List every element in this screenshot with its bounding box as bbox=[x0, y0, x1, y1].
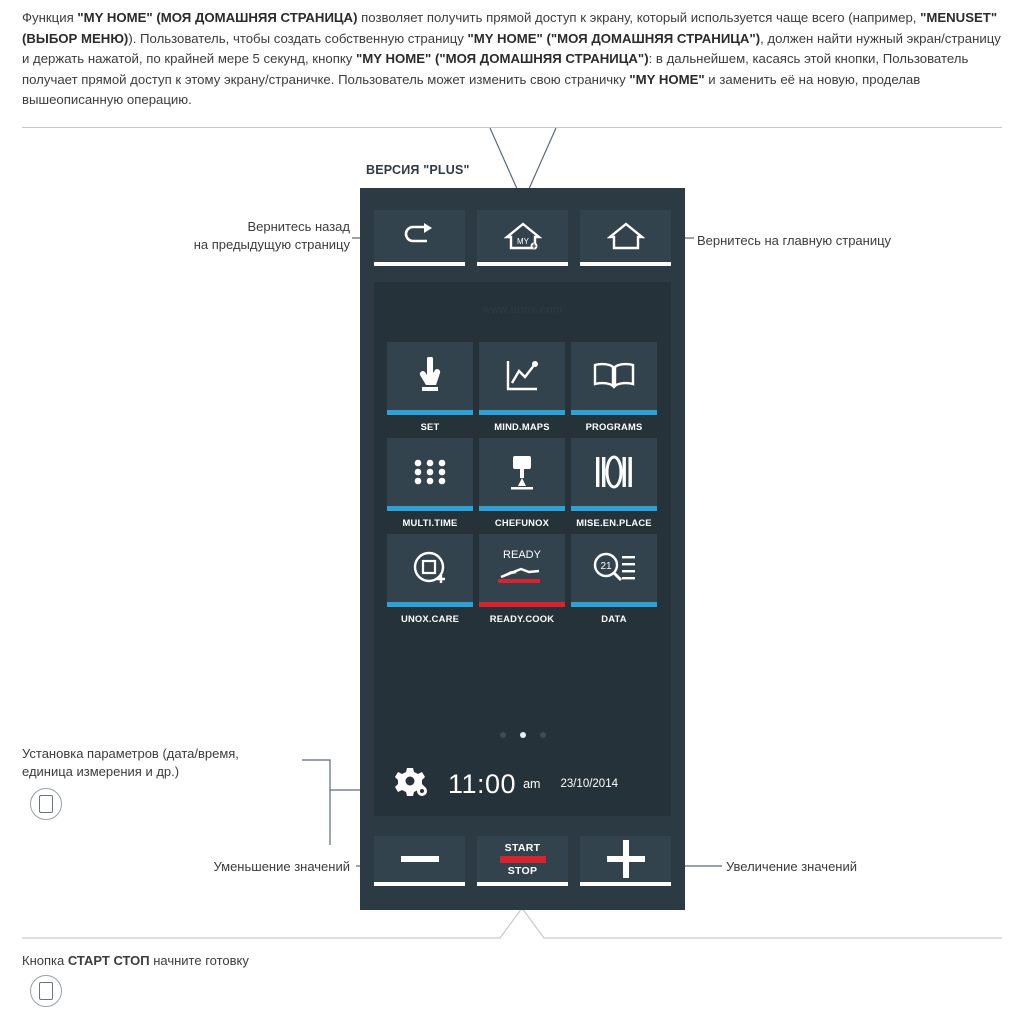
tile-bar bbox=[387, 410, 473, 415]
tile-ready-cook[interactable] bbox=[479, 534, 565, 624]
tile-label: READY.COOK bbox=[489, 613, 555, 624]
tile-label: MULTI.TIME bbox=[402, 517, 458, 528]
tile-bar bbox=[479, 506, 565, 511]
tile-label: SET bbox=[420, 421, 440, 432]
tile-multi-time[interactable] bbox=[387, 438, 473, 528]
svg-text:MY: MY bbox=[516, 237, 529, 246]
multi-timer-icon bbox=[387, 438, 473, 506]
home-button[interactable] bbox=[580, 210, 671, 266]
start-label: START bbox=[504, 841, 541, 854]
device-screen bbox=[374, 282, 671, 816]
chef-probe-icon bbox=[479, 438, 565, 506]
page-indicator[interactable] bbox=[374, 732, 671, 738]
callout-increase: Увеличение значений bbox=[726, 859, 858, 874]
app-tile-grid bbox=[387, 342, 658, 624]
tile-bar bbox=[571, 602, 657, 607]
tile-bar bbox=[479, 410, 565, 415]
device-panel-icon bbox=[30, 975, 62, 1007]
callout-params-line2: единица измерения и др.) bbox=[22, 764, 180, 779]
callout-params bbox=[22, 745, 302, 781]
callout-start-stop: Кнопка СТАРТ СТОП начните готовку bbox=[22, 953, 249, 968]
tile-label: DATA bbox=[601, 613, 627, 624]
data-search-icon bbox=[571, 534, 657, 602]
bottom-button-row bbox=[374, 836, 671, 886]
plus-icon bbox=[607, 840, 645, 878]
tile-mise-en-place[interactable] bbox=[571, 438, 657, 528]
callout-decrease: Уменьшение значений bbox=[213, 859, 350, 874]
callout-back-line2: на предыдущую страницу bbox=[193, 237, 350, 252]
tile-bar bbox=[387, 602, 473, 607]
callout-params-line1: Установка параметров (дата/время, bbox=[22, 746, 239, 761]
tile-label: MIND.MAPS bbox=[494, 421, 550, 432]
minus-icon bbox=[401, 856, 439, 862]
home-icon bbox=[607, 221, 645, 251]
cutlery-plate-icon bbox=[571, 438, 657, 506]
device-panel-icon bbox=[30, 788, 62, 820]
tile-bar bbox=[571, 410, 657, 415]
clock-time: 11:00 bbox=[448, 768, 517, 799]
start-stop-button[interactable] bbox=[477, 836, 568, 886]
page-dot[interactable] bbox=[540, 732, 546, 738]
svg-text:READY: READY bbox=[503, 549, 541, 561]
back-arrow-icon bbox=[403, 223, 437, 249]
page-dot-active[interactable] bbox=[520, 732, 526, 738]
tile-mind-maps[interactable] bbox=[479, 342, 565, 432]
callout-back-line1: Вернитесь назад bbox=[247, 219, 350, 234]
tile-data[interactable] bbox=[571, 534, 657, 624]
my-home-button[interactable] bbox=[477, 210, 568, 266]
increase-button[interactable] bbox=[580, 836, 671, 886]
ready-hand-icon bbox=[479, 534, 565, 602]
divider-top bbox=[22, 127, 1002, 128]
stop-label: STOP bbox=[507, 864, 538, 877]
care-cycle-icon bbox=[387, 534, 473, 602]
tile-label: CHEFUNOX bbox=[494, 517, 550, 528]
hand-touch-icon bbox=[387, 342, 473, 410]
nav-row bbox=[374, 210, 671, 266]
tile-label: MISE.EN.PLACE bbox=[576, 517, 652, 528]
gear-settings-icon bbox=[394, 766, 428, 803]
device-version-label: ВЕРСИЯ "PLUS" bbox=[366, 163, 470, 177]
tile-chefunox[interactable] bbox=[479, 438, 565, 528]
watermark: www.unox.com bbox=[482, 304, 563, 316]
decrease-button[interactable] bbox=[374, 836, 465, 886]
svg-text:21: 21 bbox=[600, 561, 612, 572]
status-bar bbox=[374, 760, 671, 808]
callout-home: Вернитесь на главную страницу bbox=[697, 233, 892, 248]
callout-back bbox=[150, 218, 350, 254]
settings-button[interactable] bbox=[374, 766, 448, 803]
open-book-icon bbox=[571, 342, 657, 410]
start-stop-icon bbox=[500, 856, 546, 863]
chart-line-icon bbox=[479, 342, 565, 410]
back-button[interactable] bbox=[374, 210, 465, 266]
clock-date: 23/10/2014 bbox=[560, 778, 618, 790]
tile-bar bbox=[387, 506, 473, 511]
tile-unox-care[interactable] bbox=[387, 534, 473, 624]
tile-label: UNOX.CARE bbox=[400, 613, 460, 624]
my-home-icon bbox=[504, 221, 542, 251]
tile-bar bbox=[571, 506, 657, 511]
clock-ampm: am bbox=[523, 777, 541, 791]
page-dot[interactable] bbox=[500, 732, 506, 738]
tile-label: PROGRAMS bbox=[585, 421, 643, 432]
tile-set[interactable] bbox=[387, 342, 473, 432]
tile-bar bbox=[479, 602, 565, 607]
intro-paragraph: Функция "MY HOME" (МОЯ ДОМАШНЯЯ СТРАНИЦА) позволяет получить прямой доступ к экрану, который используется чаще всего (например, "MENUSET" (ВЫБОР МЕНЮ)). Пользователь, чтобы создать собственную страницу "MY HOME" ("МОЯ ДОМАШНЯЯ СТРАНИЦА"), должен найти нужный экран/страницу и держать нажатой, по крайней мере 5 секунд, кнопку "MY HOME" ("МОЯ ДОМАШНЯЯ СТРАНИЦА"): в дальнейшем, касаясь этой кнопки, Пользователь получает прямой доступ к этому экрану/страничке. Пользователь может изменить свою страничку "MY HOME" и заменить её на новую, проделав вышеописанную операцию. bbox=[22, 10, 1001, 107]
tile-programs[interactable] bbox=[571, 342, 657, 432]
